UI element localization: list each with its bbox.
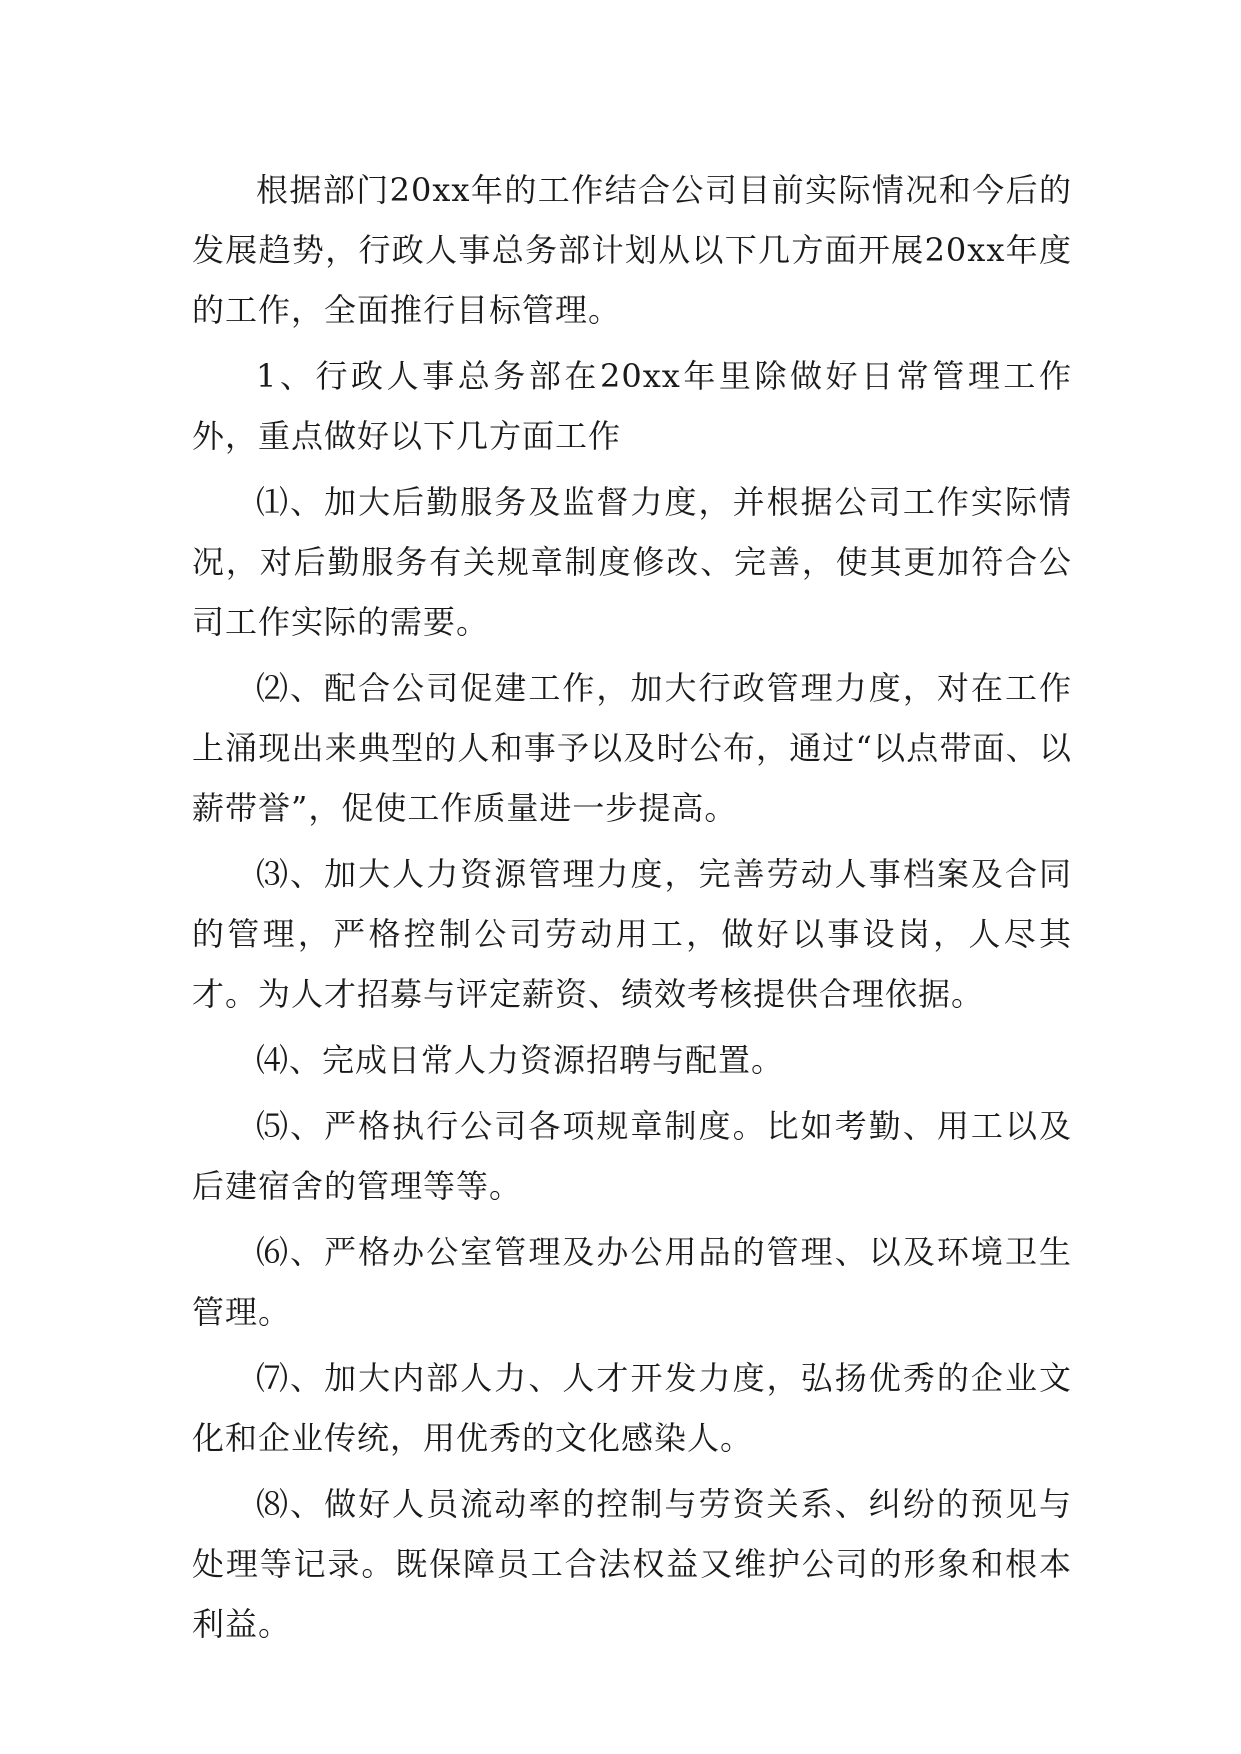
section-1-heading: 1、行政人事总务部在20xx年里除做好日常管理工作外，重点做好以下几方面工作 xyxy=(192,357,1072,455)
item-1-paragraph: ⑴、加大后勤服务及监督力度，并根据公司工作实际情况，对后勤服务有关规章制度修改、完善，使其更加符合公司工作实际的需要。 xyxy=(192,483,1072,641)
intro-paragraph: 根据部门20xx年的工作结合公司目前实际情况和今后的发展趋势，行政人事总务部计划从以下几方面开展20xx年度的工作，全面推行目标管理。 xyxy=(192,171,1072,329)
item-6-paragraph: ⑹、严格办公室管理及办公用品的管理、以及环境卫生管理。 xyxy=(192,1233,1072,1331)
item-8-paragraph: ⑻、做好人员流动率的控制与劳资关系、纠纷的预见与处理等记录。既保障员工合法权益又维护公司的形象和根本利益。 xyxy=(192,1485,1072,1643)
item-7-paragraph: ⑺、加大内部人力、人才开发力度，弘扬优秀的企业文化和企业传统，用优秀的文化感染人。 xyxy=(192,1359,1072,1457)
item-2-paragraph: ⑵、配合公司促建工作，加大行政管理力度，对在工作上涌现出来典型的人和事予以及时公布，通过“以点带面、以薪带誉”，促使工作质量进一步提高。 xyxy=(192,669,1072,827)
item-4-paragraph: ⑷、完成日常人力资源招聘与配置。 xyxy=(256,1041,785,1079)
document-body xyxy=(192,160,1072,1660)
item-3-paragraph: ⑶、加大人力资源管理力度，完善劳动人事档案及合同的管理，严格控制公司劳动用工，做好以事设岗，人尽其才。为人才招募与评定薪资、绩效考核提供合理依据。 xyxy=(192,855,1072,1013)
item-5-paragraph: ⑸、严格执行公司各项规章制度。比如考勤、用工以及后建宿舍的管理等等。 xyxy=(192,1107,1072,1205)
